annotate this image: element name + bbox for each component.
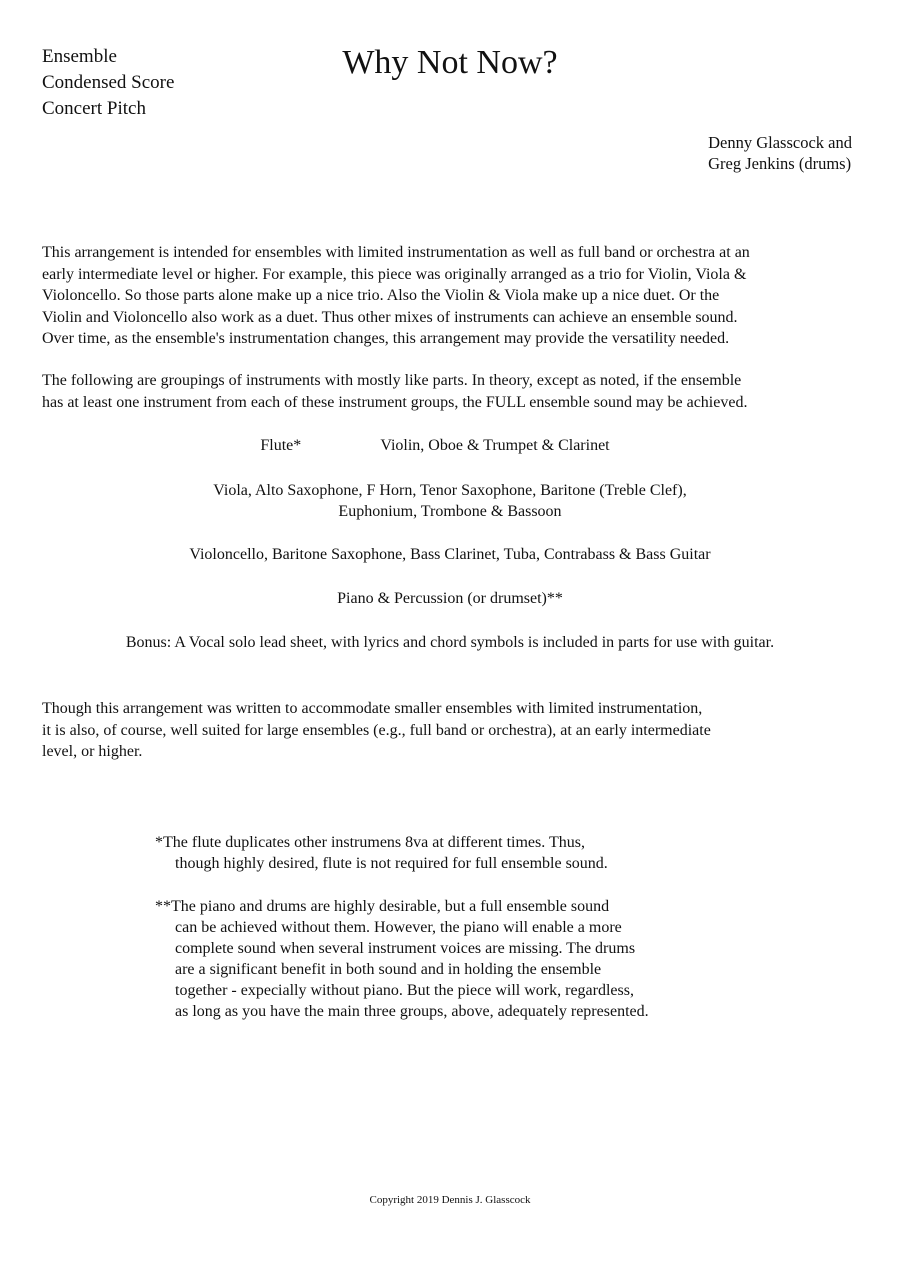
- footnote-line: **The piano and drums are highly desirable, but a full ensemble sound: [155, 898, 610, 915]
- text-line: Violin and Violoncello also work as a duet. Thus other mixes of instruments can achieve an ensemble sound.: [42, 308, 738, 326]
- footnote-line: are a significant benefit in both sound and in holding the ensemble: [175, 961, 602, 978]
- footnote-line: together - expecially without piano. But the piece will work, regardless,: [175, 982, 634, 999]
- instrument-group-3: Violoncello, Baritone Saxophone, Bass Clarinet, Tuba, Contrabass & Bass Guitar: [189, 546, 711, 563]
- text-line: level, or higher.: [42, 743, 143, 760]
- footnote-line: though highly desired, flute is not required for full ensemble sound.: [175, 855, 608, 872]
- text-line: The following are groupings of instruments with mostly like parts. In theory, except as noted, if the ensemble: [42, 372, 742, 389]
- condensed-score-label: Condensed Score: [42, 72, 175, 93]
- text-line: Though this arrangement was written to accommodate smaller ensembles with limited instrumentation,: [42, 700, 703, 717]
- ensemble-label: Ensemble: [42, 46, 117, 67]
- piano-footnote: [155, 896, 649, 1022]
- page-title: Why Not Now?: [342, 44, 558, 81]
- footnote-line: as long as you have the main three groups, above, adequately represented.: [175, 1003, 649, 1020]
- footnote-line: complete sound when several instrument voices are missing. The drums: [175, 940, 636, 957]
- instrument-group-4: Piano & Percussion (or drumset)**: [337, 590, 563, 607]
- intro-paragraph: [42, 242, 750, 350]
- group-1-instruments: Violin, Oboe & Trumpet & Clarinet: [380, 437, 610, 454]
- flute-label: Flute*: [260, 437, 302, 454]
- composer-credit: [708, 132, 852, 174]
- footnote-line: *The flute duplicates other instrumens 8va at different times. Thus,: [155, 834, 585, 851]
- composer-line: Greg Jenkins (drums): [708, 154, 852, 173]
- copyright-notice: Copyright 2019 Dennis J. Glasscock: [369, 1194, 531, 1206]
- bonus-note: Bonus: A Vocal solo lead sheet, with lyrics and chord symbols is included in parts for use with guitar.: [125, 634, 775, 651]
- text-line: This arrangement is intended for ensembles with limited instrumentation as well as full band or orchestra at an: [42, 244, 750, 261]
- flute-footnote: [155, 832, 608, 874]
- instrument-group-2: [0, 480, 900, 522]
- concert-pitch-label: Concert Pitch: [42, 98, 146, 119]
- groupings-paragraph: [42, 370, 747, 413]
- composer-line: Denny Glasscock and: [708, 133, 852, 152]
- text-line: Violoncello. So those parts alone make up a nice trio. Also the Violin & Viola make up a nice duet. Or the: [42, 287, 720, 304]
- footnote-line: can be achieved without them. However, the piano will enable a more: [175, 919, 622, 936]
- group-2-line: Euphonium, Trombone & Bassoon: [338, 503, 562, 520]
- text-line: it is also, of course, well suited for large ensembles (e.g., full band or orchestra), at an early intermediate: [42, 721, 711, 739]
- text-line: has at least one instrument from each of these instrument groups, the FULL ensemble sound may be achieved.: [42, 393, 748, 411]
- closing-paragraph: [42, 698, 711, 763]
- text-line: early intermediate level or higher. For example, this piece was originally arranged as a trio for Violin, Viola &: [42, 265, 747, 283]
- text-line: Over time, as the ensemble's instrumentation changes, this arrangement may provide the versatility needed.: [42, 330, 730, 347]
- instrument-group-1: [0, 435, 900, 456]
- group-2-line: Viola, Alto Saxophone, F Horn, Tenor Saxophone, Baritone (Treble Clef),: [213, 482, 687, 499]
